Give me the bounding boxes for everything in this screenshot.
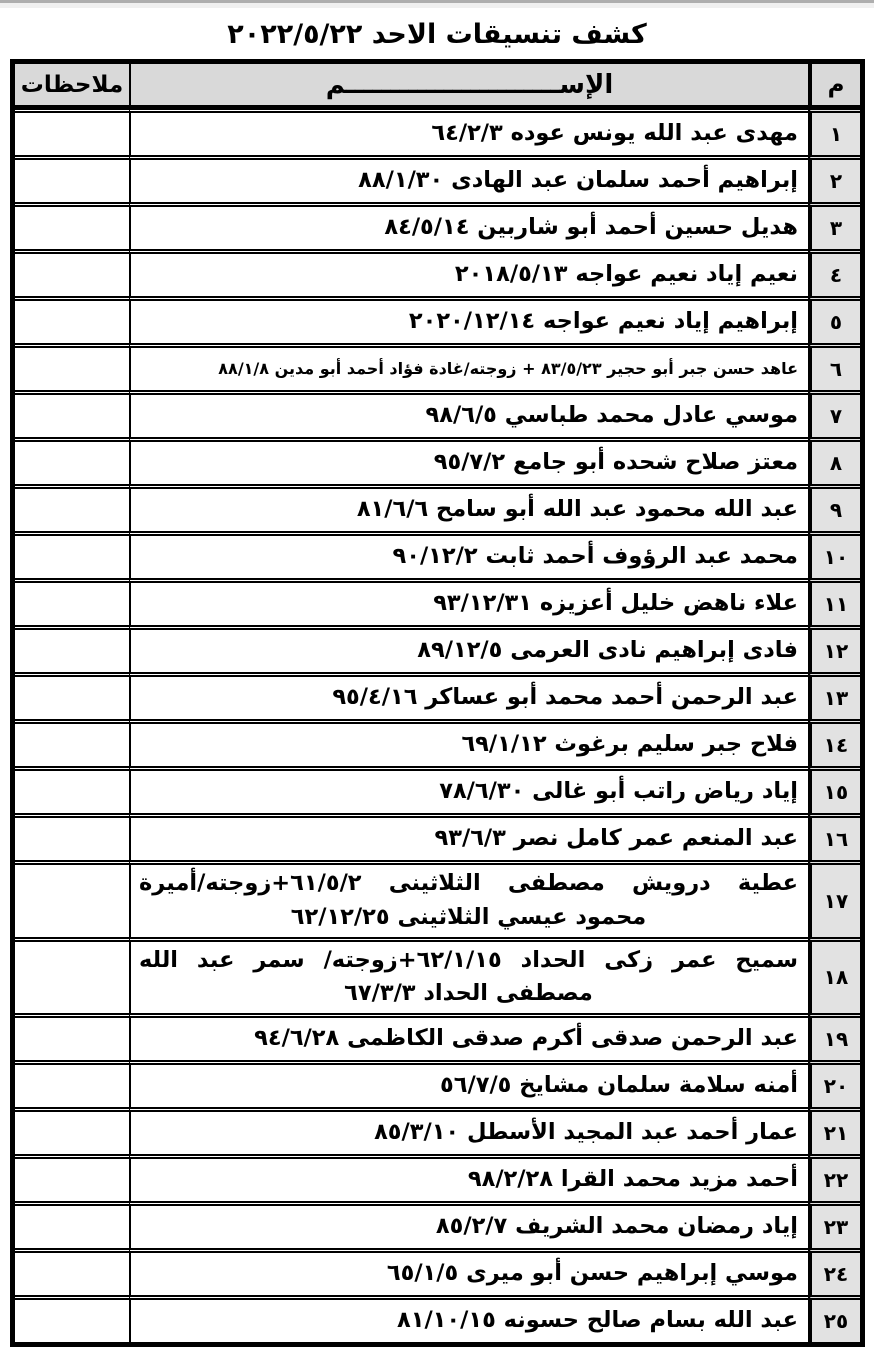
table-row [15, 1295, 860, 1342]
table-row [15, 860, 860, 937]
row-serial-number: ٢٤ [808, 1248, 860, 1295]
row-serial-number: ٢٠ [808, 1060, 860, 1107]
table-row [15, 390, 860, 437]
row-name: عاهد حسن جبر أبو حجير ٨٣/٥/٢٣ + زوجته/غادة فؤاد أحمد أبو مدين ٨٨/١/٨ [129, 343, 808, 390]
row-notes [15, 1295, 129, 1342]
table-row [15, 766, 860, 813]
row-notes [15, 155, 129, 202]
table-row [15, 1248, 860, 1295]
row-name: موسي عادل محمد طباسي ٩٨/٦/٥ [129, 390, 808, 437]
row-serial-number: ١٤ [808, 719, 860, 766]
row-serial-number: ١٢ [808, 625, 860, 672]
scan-top-edge [0, 0, 874, 8]
row-notes [15, 1154, 129, 1201]
row-notes [15, 531, 129, 578]
row-name: أحمد مزيد محمد القرا ٩٨/٢/٢٨ [129, 1154, 808, 1201]
row-notes [15, 1107, 129, 1154]
table-row [15, 1154, 860, 1201]
row-notes [15, 484, 129, 531]
row-name: عبد الرحمن أحمد محمد أبو عساكر ٩٥/٤/١٦ [129, 672, 808, 719]
row-name: فادى إبراهيم نادى العرمى ٨٩/١٢/٥ [129, 625, 808, 672]
document-sheet [0, 19, 874, 1347]
table-row [15, 672, 860, 719]
table-row [15, 1107, 860, 1154]
table-row [15, 1201, 860, 1248]
row-serial-number: ٥ [808, 296, 860, 343]
row-serial-number: ٢٢ [808, 1154, 860, 1201]
row-notes [15, 860, 129, 937]
row-name: إياد رمضان محمد الشريف ٨٥/٢/٧ [129, 1201, 808, 1248]
row-name: نعيم إياد نعيم عواجه ٢٠١٨/٥/١٣ [129, 249, 808, 296]
row-name: إبراهيم إياد نعيم عواجه ٢٠٢٠/١٢/١٤ [129, 296, 808, 343]
row-notes [15, 1201, 129, 1248]
table-row [15, 296, 860, 343]
row-serial-number: ١٣ [808, 672, 860, 719]
row-serial-number: ١ [808, 108, 860, 155]
row-serial-number: ١٦ [808, 813, 860, 860]
row-notes [15, 1013, 129, 1060]
row-serial-number: ١٥ [808, 766, 860, 813]
row-serial-number: ٩ [808, 484, 860, 531]
row-name: عمار أحمد عبد المجيد الأسطل ٨٥/٣/١٠ [129, 1107, 808, 1154]
table-row [15, 108, 860, 155]
table-row [15, 484, 860, 531]
header-serial-column: م [808, 64, 860, 108]
table-row [15, 937, 860, 1014]
row-serial-number: ٧ [808, 390, 860, 437]
row-notes [15, 343, 129, 390]
row-name: محمد عبد الرؤوف أحمد ثابت ٩٠/١٢/٢ [129, 531, 808, 578]
row-notes [15, 202, 129, 249]
row-name: عطية درويش مصطفى الثلاثينى ٦١/٥/٢+زوجته/أميرة محمود عيسي الثلاثينى ٦٢/١٢/٢٥ [129, 860, 808, 937]
header-name-column: الإســــــــــــــــــــــــم [129, 64, 808, 108]
row-serial-number: ٢٣ [808, 1201, 860, 1248]
table-row [15, 1013, 860, 1060]
row-name: إبراهيم أحمد سلمان عبد الهادى ٨٨/١/٣٠ [129, 155, 808, 202]
row-notes [15, 766, 129, 813]
row-notes [15, 578, 129, 625]
coordination-list-table [10, 59, 865, 1347]
page-title: كشف تنسيقات الاحد ٢٠٢٢/٥/٢٢ [227, 19, 647, 50]
row-notes [15, 719, 129, 766]
table-header-row [15, 64, 860, 108]
row-notes [15, 249, 129, 296]
row-serial-number: ٨ [808, 437, 860, 484]
row-notes [15, 390, 129, 437]
row-notes [15, 625, 129, 672]
row-name: سميح عمر زكى الحداد ٦٢/١/١٥+زوجته/ سمر عبد الله مصطفى الحداد ٦٧/٣/٣ [129, 937, 808, 1014]
row-name: عبد الله محمود عبد الله أبو سامح ٨١/٦/٦ [129, 484, 808, 531]
row-name: مهدى عبد الله يونس عوده ٦٤/٢/٣ [129, 108, 808, 155]
row-serial-number: ٤ [808, 249, 860, 296]
row-name: موسي إبراهيم حسن أبو ميرى ٦٥/١/٥ [129, 1248, 808, 1295]
table-row [15, 625, 860, 672]
table-body [15, 108, 860, 1342]
table-row [15, 202, 860, 249]
row-name: معتز صلاح شحده أبو جامع ٩٥/٧/٢ [129, 437, 808, 484]
row-serial-number: ١٩ [808, 1013, 860, 1060]
row-notes [15, 296, 129, 343]
row-serial-number: ٢١ [808, 1107, 860, 1154]
table-row [15, 155, 860, 202]
row-name: أمنه سلامة سلمان مشايخ ٥٦/٧/٥ [129, 1060, 808, 1107]
row-serial-number: ١١ [808, 578, 860, 625]
row-name: هديل حسين أحمد أبو شاربين ٨٤/٥/١٤ [129, 202, 808, 249]
table-row [15, 343, 860, 390]
table-row [15, 531, 860, 578]
row-serial-number: ٣ [808, 202, 860, 249]
row-name: عبد الرحمن صدقى أكرم صدقى الكاظمى ٩٤/٦/٢٨ [129, 1013, 808, 1060]
row-notes [15, 1060, 129, 1107]
table-row [15, 578, 860, 625]
table-row [15, 437, 860, 484]
row-notes [15, 108, 129, 155]
row-notes [15, 813, 129, 860]
row-serial-number: ١٠ [808, 531, 860, 578]
row-serial-number: ١٧ [808, 860, 860, 937]
row-notes [15, 437, 129, 484]
table-row [15, 249, 860, 296]
row-name: فلاح جبر سليم برغوث ٦٩/١/١٢ [129, 719, 808, 766]
row-serial-number: ٢ [808, 155, 860, 202]
row-name: عبد الله بسام صالح حسونه ٨١/١٠/١٥ [129, 1295, 808, 1342]
table-row [15, 1060, 860, 1107]
row-name: إياد رياض راتب أبو غالى ٧٨/٦/٣٠ [129, 766, 808, 813]
row-notes [15, 672, 129, 719]
row-serial-number: ٦ [808, 343, 860, 390]
row-name: عبد المنعم عمر كامل نصر ٩٣/٦/٣ [129, 813, 808, 860]
table-row [15, 813, 860, 860]
row-serial-number: ٢٥ [808, 1295, 860, 1342]
row-serial-number: ١٨ [808, 937, 860, 1014]
header-notes-column: ملاحظات [15, 64, 129, 108]
row-name: علاء ناهض خليل أعزيزه ٩٣/١٢/٣١ [129, 578, 808, 625]
row-notes [15, 1248, 129, 1295]
row-notes [15, 937, 129, 1014]
table-row [15, 719, 860, 766]
